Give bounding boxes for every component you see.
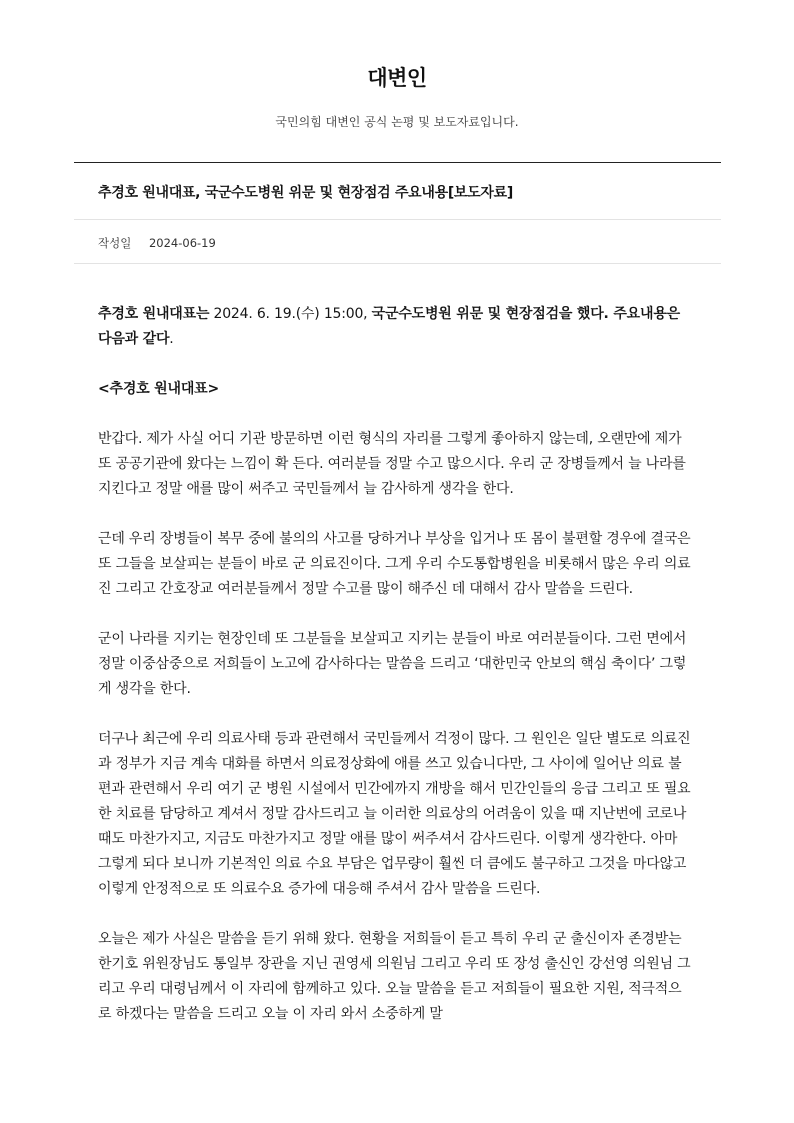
- site-subtitle: 국민의힘 대변인 공식 논평 및 보도자료입니다.: [275, 115, 519, 129]
- body-paragraph: 군이 나라를 지키는 현장인데 또 그분들을 보살피고 지키는 분들이 바로 여러분들이다. 그런 면에서 정말 이중삼중으로 저희들이 노고에 감사하다는 말씀을 드리고 ‘대한민국 안보의 핵심 축이다’ 그렇게 생각을 한다.: [98, 631, 687, 697]
- intro-paragraph: [98, 302, 693, 352]
- intro-bold-end: 국군수도병원 위문 및 현장점검을 했다. 주요내용은 다음과 같다: [98, 306, 680, 347]
- date-label: 작성일: [98, 236, 132, 250]
- article-title: 추경호 원내대표, 국군수도병원 위문 및 현장점검 주요내용[보도자료]: [74, 163, 721, 220]
- article-date: 2024-06-19: [148, 236, 216, 250]
- site-title: 대변인: [367, 66, 427, 90]
- speaker-heading: <추경호 원내대표>: [98, 381, 220, 397]
- article: [74, 162, 721, 1052]
- site-header: [0, 0, 794, 130]
- intro-tail: .: [169, 331, 174, 347]
- body-paragraph: 근데 우리 장병들이 복무 중에 불의의 사고를 당하거나 부상을 입거나 또 몸이 불편할 경우에 결국은 또 그들을 보살피는 분들이 바로 군 의료진이다. 그게 우리 수도통합병원을 비롯해서 많은 우리 의료진 그리고 간호장교 여러분들께서 정말 수고를 많이 해주신 데 대해서 감사 말씀을 드린다.: [98, 531, 691, 597]
- intro-mid: 2024. 6. 19.(수) 15:00,: [209, 306, 372, 322]
- article-body: [74, 264, 721, 1027]
- body-paragraph: 반갑다. 제가 사실 어디 기관 방문하면 이런 형식의 자리를 그렇게 좋아하지 않는데, 오랜만에 제가 또 공공기관에 왔다는 느낌이 확 든다. 여러분들 정말 수고 많으시다. 우리 군 장병들께서 늘 나라를 지킨다고 정말 애를 많이 써주고 국민들께서 늘 감사하게 생각을 한다.: [98, 431, 686, 497]
- body-paragraph: 더구나 최근에 우리 의료사태 등과 관련해서 국민들께서 걱정이 많다. 그 원인은 일단 별도로 의료진과 정부가 지금 계속 대화를 하면서 의료정상화에 애를 쓰고 있습니다만, 그 사이에 일어난 의료 불편과 관련해서 우리 여기 군 병원 시설에서 민간에까지 개방을 해서 민간인들의 응급 그리고 또 필요한 치료를 담당하고 계셔서 정말 감사드리고 늘 이러한 의료상의 어려움이 있을 때 지난번에 코로나 때도 마찬가지고, 지금도 마찬가지고 정말 애를 많이 써주셔서 감사드린다. 이렇게 생각한다. 아마 그렇게 되다 보니까 기본적인 의료 수요 부담은 업무량이 훨씬 더 큼에도 불구하고 그것을 마다않고 이렇게 안정적으로 또 의료수요 증가에 대응해 주셔서 감사 말씀을 드린다.: [98, 731, 691, 897]
- intro-bold-start: 추경호 원내대표는: [98, 306, 210, 322]
- article-meta: [74, 220, 721, 264]
- body-paragraph: 오늘은 제가 사실은 말씀을 듣기 위해 왔다. 현황을 저희들이 듣고 특히 우리 군 출신이자 존경받는 한기호 위원장님도 통일부 장관을 지닌 권영세 의원님 그리고 우리 또 장성 출신인 강선영 의원님 그리고 우리 대령님께서 이 자리에 함께하고 있다. 오늘 말씀을 듣고 저희들이 필요한 지원, 적극적으로 하겠다는 말씀을 드리고 오늘 이 자리 와서 소중하게 말: [98, 931, 691, 1022]
